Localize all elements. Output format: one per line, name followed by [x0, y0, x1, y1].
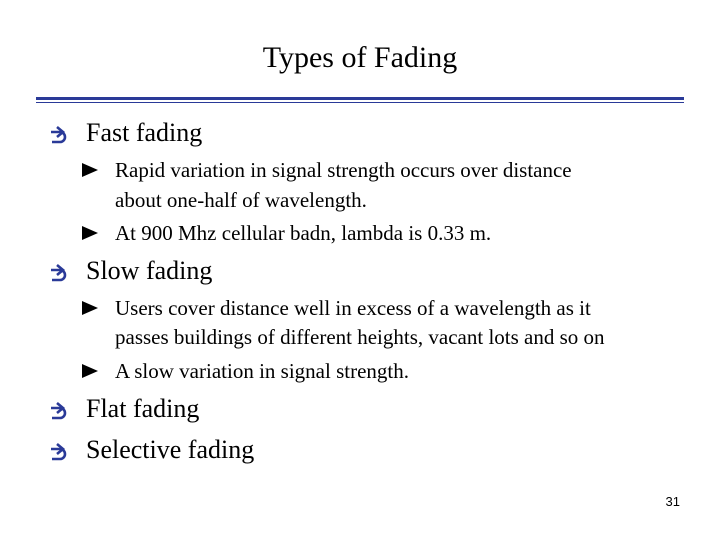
- bullet-fast-fading: Fast fading: [86, 118, 203, 147]
- curved-arrow-bullet-icon: [48, 260, 70, 282]
- bullet-slow-fading: Slow fading: [86, 256, 213, 285]
- bullet-flat-fading: Flat fading: [86, 394, 200, 423]
- curved-arrow-bullet-icon: [48, 439, 70, 461]
- bullet-selective-fading: Selective fading: [86, 435, 255, 464]
- triangle-arrow-icon: [80, 298, 100, 318]
- title-rule-thick: [36, 97, 684, 100]
- sub-bullet-line: At 900 Mhz cellular badn, lambda is 0.33 m.: [115, 221, 492, 245]
- sub-bullet-line: about one-half of wavelength.: [115, 188, 367, 212]
- slide-title: Types of Fading: [262, 41, 458, 74]
- triangle-arrow-icon: [80, 223, 100, 243]
- triangle-arrow-icon: [80, 160, 100, 180]
- sub-bullet-line: passes buildings of different heights, vacant lots and so on: [115, 325, 605, 349]
- triangle-arrow-icon: [80, 361, 100, 381]
- curved-arrow-bullet-icon: [48, 122, 70, 144]
- sub-bullet-line: A slow variation in signal strength.: [115, 359, 409, 383]
- slide-number: 31: [665, 494, 680, 509]
- sub-bullet-line: Users cover distance well in excess of a wavelength as it: [115, 296, 591, 320]
- curved-arrow-bullet-icon: [48, 398, 70, 420]
- sub-bullet-line: Rapid variation in signal strength occurs over distance: [115, 158, 572, 182]
- title-rule-thin: [36, 102, 684, 103]
